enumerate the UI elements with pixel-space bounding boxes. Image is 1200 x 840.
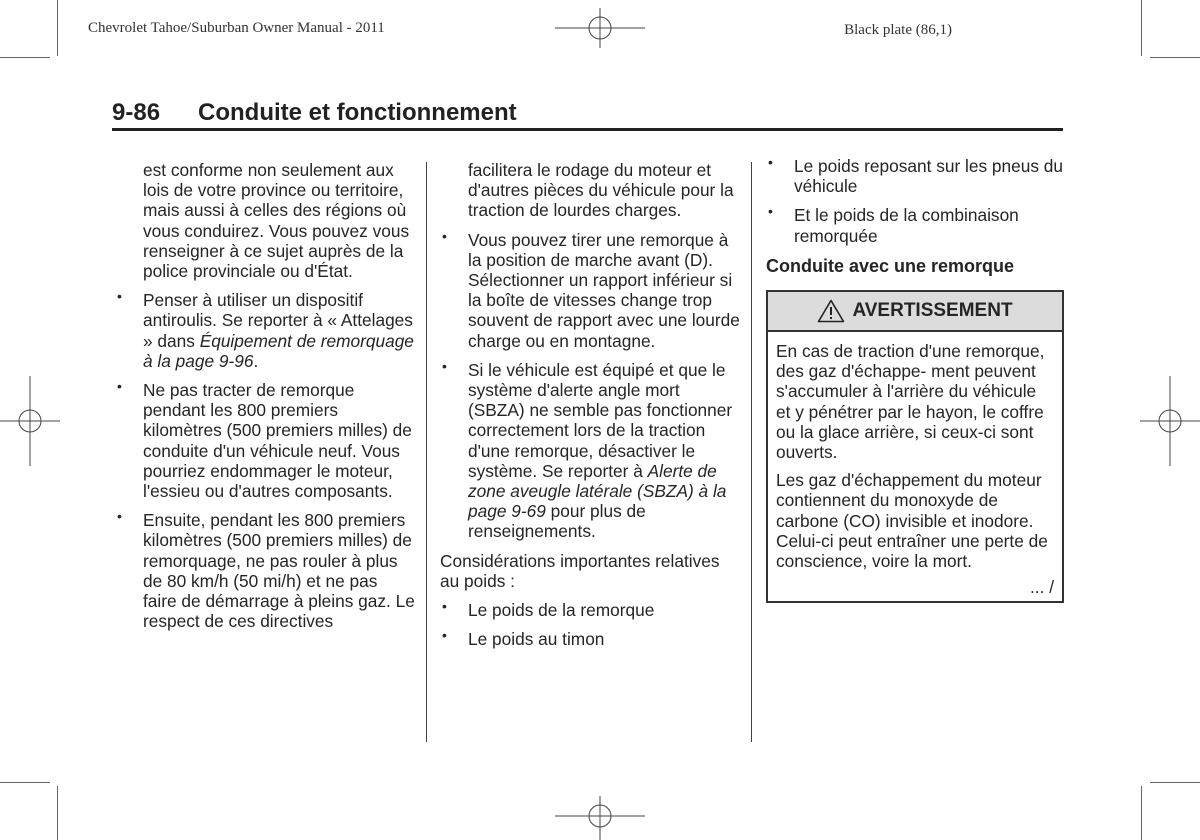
- warning-header: [768, 292, 1062, 332]
- bullet-text-end: .: [253, 350, 259, 371]
- list-item: [115, 510, 415, 631]
- list-item: [440, 629, 740, 649]
- bullet-list: [440, 227, 740, 542]
- cross-reference-link[interactable]: Alerte de zone aveugle latérale (SBZA) à la page 9-69: [468, 460, 727, 522]
- warning-box: [766, 290, 1064, 603]
- crop-mark-bottom-right-v: [1141, 786, 1142, 840]
- crop-mark-top-left-h: [0, 57, 50, 58]
- bullet-dot: •: [117, 508, 122, 525]
- bullet-text: Et le poids de la combinaison remorquée: [794, 205, 1019, 246]
- registration-mark-icon: [555, 8, 645, 48]
- bullet-text-end: pour plus de renseignements.: [468, 501, 646, 542]
- column-divider: [426, 162, 427, 742]
- warning-triangle-icon: [817, 299, 845, 323]
- list-item: [766, 156, 1064, 196]
- registration-mark-icon: [0, 376, 60, 466]
- bullet-dot: •: [117, 378, 122, 395]
- column-1: [115, 160, 415, 640]
- considerations-paragraph: Considérations importantes relatives au poids :: [440, 550, 720, 591]
- section-title: Conduite et fonctionnement: [198, 99, 517, 126]
- manual-title: Chevrolet Tahoe/Suburban Owner Manual - 2011: [88, 20, 385, 36]
- crop-mark-bottom-left-h: [0, 782, 50, 783]
- list-item: [440, 600, 740, 620]
- bullet-text: Ensuite, pendant les 800 premiers kilomètres (500 premiers milles) de remorquage, ne pas rouler à plus de 80 km/h (50 mi/h) et ne pas faire de démarrage à pleins gaz. Le respect de ces directives: [143, 510, 415, 632]
- column-3: [766, 156, 1064, 603]
- crop-mark-top-right-v: [1141, 0, 1142, 56]
- bullet-dot: •: [442, 357, 447, 374]
- bullet-text: Vous pouvez tirer une remorque à la position de marche avant (D). Sélectionner un rapport inférieur si la boîte de vitesses change trop souvent de rapport avec une lourde charge ou en montagne.: [468, 229, 740, 351]
- column-2: [440, 160, 740, 658]
- bullet-text: Si le véhicule est équipé et que le système d'alerte angle mort (SBZA) ne semble pas fonctionner correctement lors de la traction d'une remorque, désactiver le système. Se reporter à: [468, 359, 733, 481]
- continuation-paragraph: est conforme non seulement aux lois de votre province ou territoire, mais aussi à celles des régions où vous conduirez. Vous pouvez vous renseigner à ce sujet auprès de la police provinciale ou d'État.: [143, 160, 410, 282]
- warning-title: AVERTISSEMENT: [852, 299, 1013, 321]
- bullet-text: Le poids au timon: [468, 629, 605, 650]
- bullet-text: Ne pas tracter de remorque pendant les 800 premiers kilomètres (500 premiers milles) de conduite d'un véhicule neuf. Vous pourriez endommager le moteur, l'essieu ou d'autres composants.: [143, 380, 412, 502]
- cross-reference-link[interactable]: Équipement de remorquage à la page 9-96: [143, 330, 414, 371]
- weight-list: [766, 156, 1064, 246]
- warning-paragraph: Les gaz d'échappement du moteur contiennent du monoxyde de carbone (CO) invisible et inodore. Celui-ci peut entraîner une perte de conscience, voire la mort.: [776, 470, 1048, 572]
- crop-mark-bottom-right-h: [1150, 782, 1200, 783]
- page-heading: [112, 99, 1062, 127]
- crop-mark-top-left-v: [57, 0, 58, 56]
- list-item: [766, 205, 1064, 245]
- crop-mark-bottom-left-v: [57, 786, 58, 840]
- bullet-dot: •: [442, 227, 447, 244]
- warning-body: [768, 332, 1062, 601]
- bullet-text: Le poids reposant sur les pneus du véhicule: [794, 156, 1063, 197]
- column-divider: [751, 162, 752, 742]
- continuation-paragraph: facilitera le rodage du moteur et d'autres pièces du véhicule pour la traction de lourdes charges.: [468, 160, 734, 221]
- list-item: [440, 227, 740, 351]
- weight-list: [440, 600, 740, 649]
- bullet-dot: •: [768, 154, 773, 170]
- bullet-dot: •: [117, 288, 122, 305]
- plate-label: Black plate (86,1): [844, 22, 952, 38]
- warning-paragraph: En cas de traction d'une remorque, des gaz d'échappe- ment peuvent s'accumuler à l'arrière du véhicule et y pénétrer par le hayon, le coffre ou la glace arrière, si ceux-ci sont ouverts.: [776, 341, 1045, 463]
- bullet-dot: •: [442, 598, 447, 615]
- page-number: 9-86: [112, 99, 161, 126]
- crop-mark-top-right-h: [1150, 57, 1200, 58]
- bullet-text: Penser à utiliser un dispositif antiroulis. Se reporter à « Attelages » dans: [143, 290, 413, 351]
- bullet-list: [115, 290, 415, 631]
- list-item: [115, 290, 415, 371]
- heading-rule: [112, 128, 1063, 131]
- continued-marker: ... /: [1029, 577, 1054, 598]
- list-item: [440, 357, 740, 542]
- bullet-text: Le poids de la remorque: [468, 600, 655, 621]
- list-item: [115, 380, 415, 501]
- subheading: Conduite avec une remorque: [766, 255, 1015, 276]
- bullet-dot: •: [768, 203, 773, 220]
- registration-mark-icon: [555, 796, 645, 840]
- bullet-dot: •: [442, 627, 447, 644]
- registration-mark-icon: [1140, 376, 1200, 466]
